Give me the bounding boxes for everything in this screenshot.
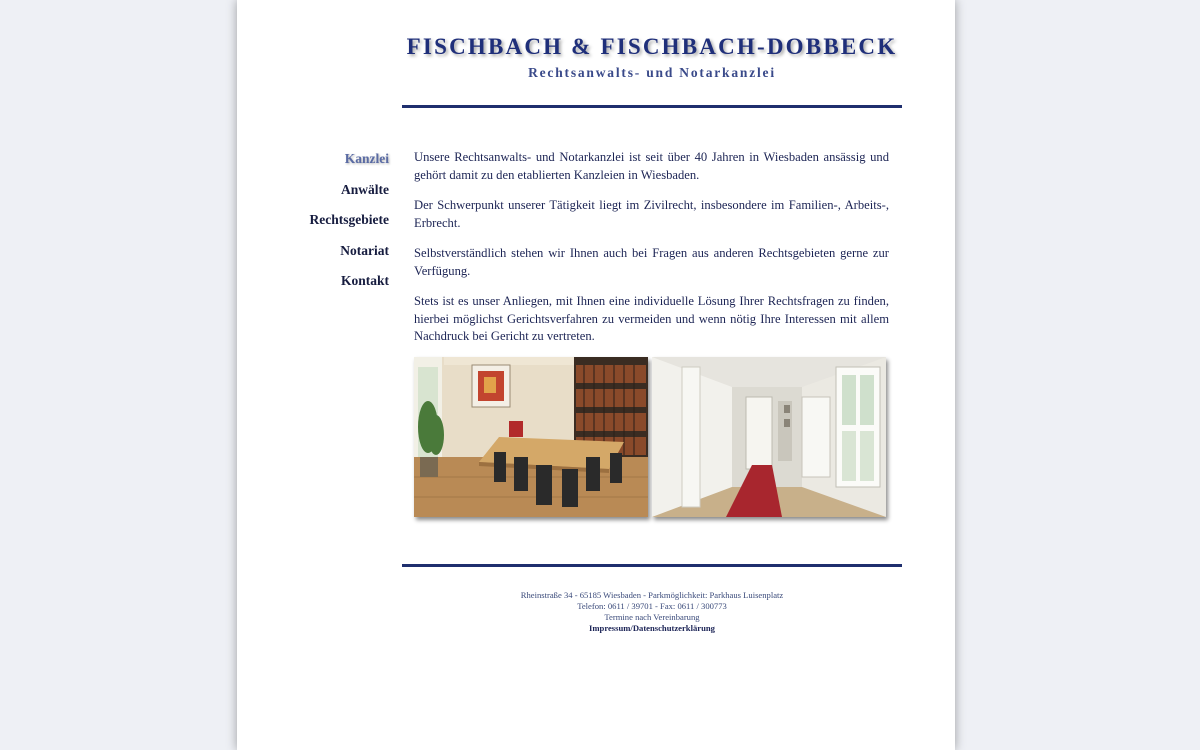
site-title: FISCHBACH & FISCHBACH-DOBBECK bbox=[406, 34, 898, 59]
footer-divider bbox=[402, 564, 902, 567]
nav-item-kanzlei[interactable]: Kanzlei bbox=[344, 151, 389, 166]
nav-item-notariat[interactable]: Notariat bbox=[340, 242, 389, 258]
main-navigation bbox=[277, 151, 389, 304]
nav-item-anwaelte[interactable]: Anwälte bbox=[341, 181, 389, 197]
focus-paragraph: Der Schwerpunkt unserer Tätigkeit liegt im Zivilrecht, insbesondere im Familien-, Arbeits-, Erbrecht. bbox=[414, 198, 889, 230]
nav-item-rechtsgebiete[interactable]: Rechtsgebiete bbox=[309, 212, 389, 227]
impressum-link[interactable]: Impressum/Datenschutzerklärung bbox=[589, 623, 715, 633]
footer-appointments: Termine nach Vereinbarung bbox=[604, 612, 700, 622]
footer-phone: Telefon: 0611 / 39701 - Fax: 0611 / 300773 bbox=[577, 601, 727, 611]
nav-item-kontakt[interactable]: Kontakt bbox=[340, 273, 389, 288]
site-subtitle: Rechtsanwalts- und Notarkanzlei bbox=[528, 65, 776, 80]
intro-paragraph: Unsere Rechtsanwalts- und Notarkanzlei ist seit über 40 Jahren in Wiesbaden ansässig und gehört damit zu den etablierten Kanzleien in Wiesbaden. bbox=[414, 150, 889, 182]
page-container bbox=[237, 0, 955, 750]
conference-room-photo bbox=[414, 357, 648, 517]
availability-paragraph: Selbstverständlich stehen wir Ihnen auch bei Fragen aus anderen Rechtsgebieten gerne zur Verfügung. bbox=[414, 246, 889, 278]
footer-address: Rheinstraße 34 - 65185 Wiesbaden - Parkmöglichkeit: Parkhaus Luisenplatz bbox=[520, 590, 784, 600]
site-footer bbox=[402, 590, 902, 634]
header-divider bbox=[402, 105, 902, 108]
main-content bbox=[414, 149, 889, 359]
mission-paragraph: Stets ist es unser Anliegen, mit Ihnen eine individuelle Lösung Ihrer Rechtsfragen zu finden, hierbei möglichst Gerichtsverfahren zu vermeiden und wenn nötig Ihre Interessen mit allem Nachdruck bei Gericht zu vertreten. bbox=[414, 294, 889, 343]
office-photos bbox=[414, 357, 889, 519]
hallway-photo bbox=[652, 357, 886, 517]
site-header bbox=[402, 34, 902, 81]
